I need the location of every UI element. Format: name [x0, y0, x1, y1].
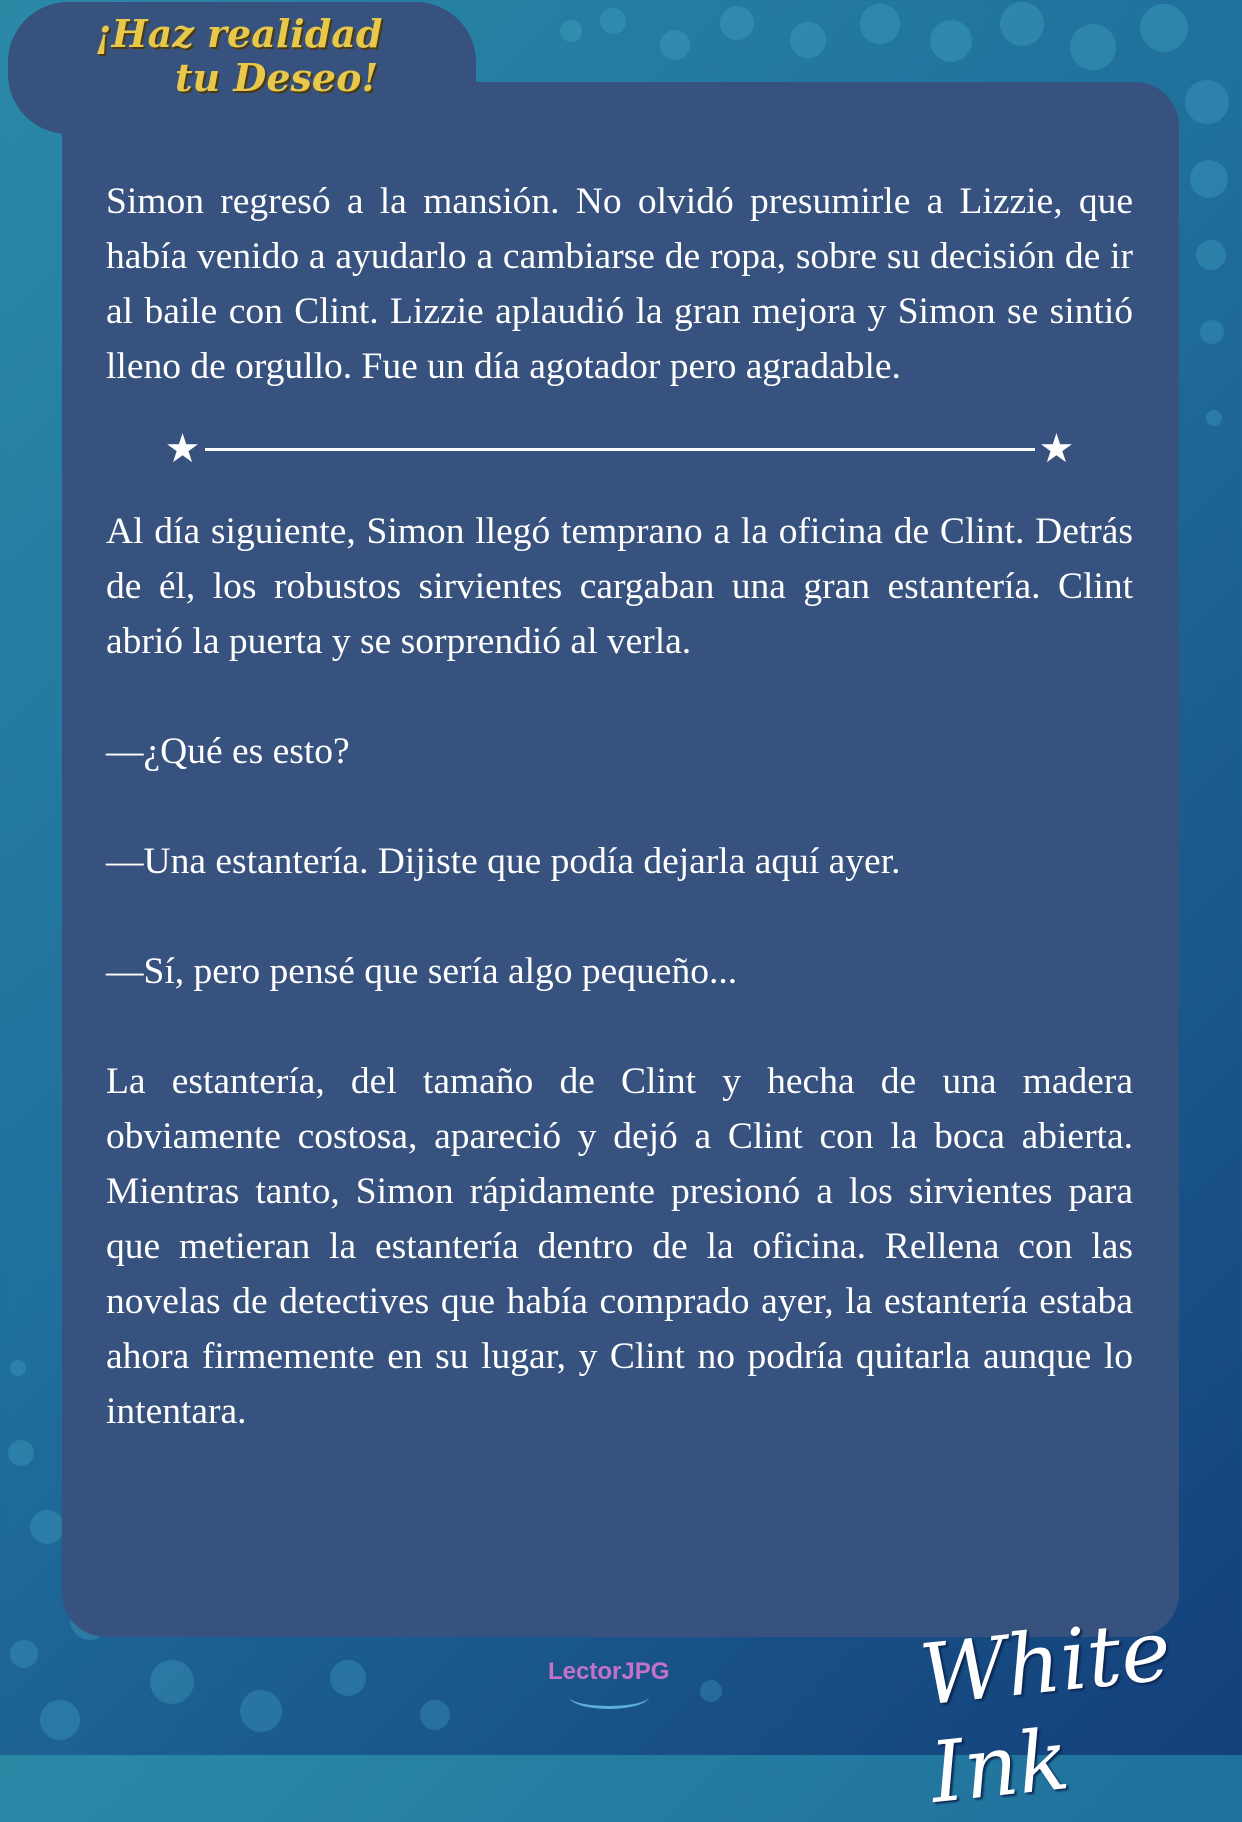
watermark-logo: [548, 1658, 669, 1709]
paragraph: Simon regresó a la mansión. No olvidó presumirle a Lizzie, que había venido a ayudarlo a cambiarse de ropa, sobre su decisión de ir al baile con Clint. Lizzie aplaudió la gran mejora y Simon se sintió lleno de orgullo. Fue un día agotador pero agradable.: [106, 181, 1133, 387]
logo-line-2: tu Deseo!: [175, 55, 379, 100]
dialogue-line: —Sí, pero pensé que sería algo pequeño...: [106, 951, 738, 992]
logo-line-1: ¡Haz realidad: [95, 11, 383, 56]
paragraph: Al día siguiente, Simon llegó temprano a la oficina de Clint. Detrás de él, los robustos sirvientes cargaban una gran estantería. Clint abrió la puerta y se sorprendió al verla.: [106, 511, 1133, 662]
smile-icon: [569, 1684, 649, 1709]
dialogue-line: —¿Qué es esto?: [106, 731, 350, 772]
star-icon: ★: [164, 426, 201, 472]
divider-line: [205, 448, 1035, 451]
signature: White Ink: [915, 1600, 1176, 1822]
star-icon: ★: [1038, 426, 1075, 472]
dialogue-line: —Una estantería. Dijiste que podía dejarla aquí ayer.: [106, 841, 901, 882]
watermark-text: LectorJPG: [548, 1658, 670, 1685]
story-text: [106, 174, 1133, 1439]
paragraph: La estantería, del tamaño de Clint y hecha de una madera obviamente costosa, apareció y dejó a Clint con la boca abierta. Mientras tanto, Simon rápidamente presionó a los sirvientes para que metieran la estantería dentro de la oficina. Rellena con las novelas de detectives que había comprado ayer, la estantería estaba ahora firmemente en su lugar, y Clint no podría quitarla aunque lo intentara.: [106, 1061, 1133, 1432]
logo: [95, 12, 395, 100]
section-divider: [106, 394, 1133, 504]
